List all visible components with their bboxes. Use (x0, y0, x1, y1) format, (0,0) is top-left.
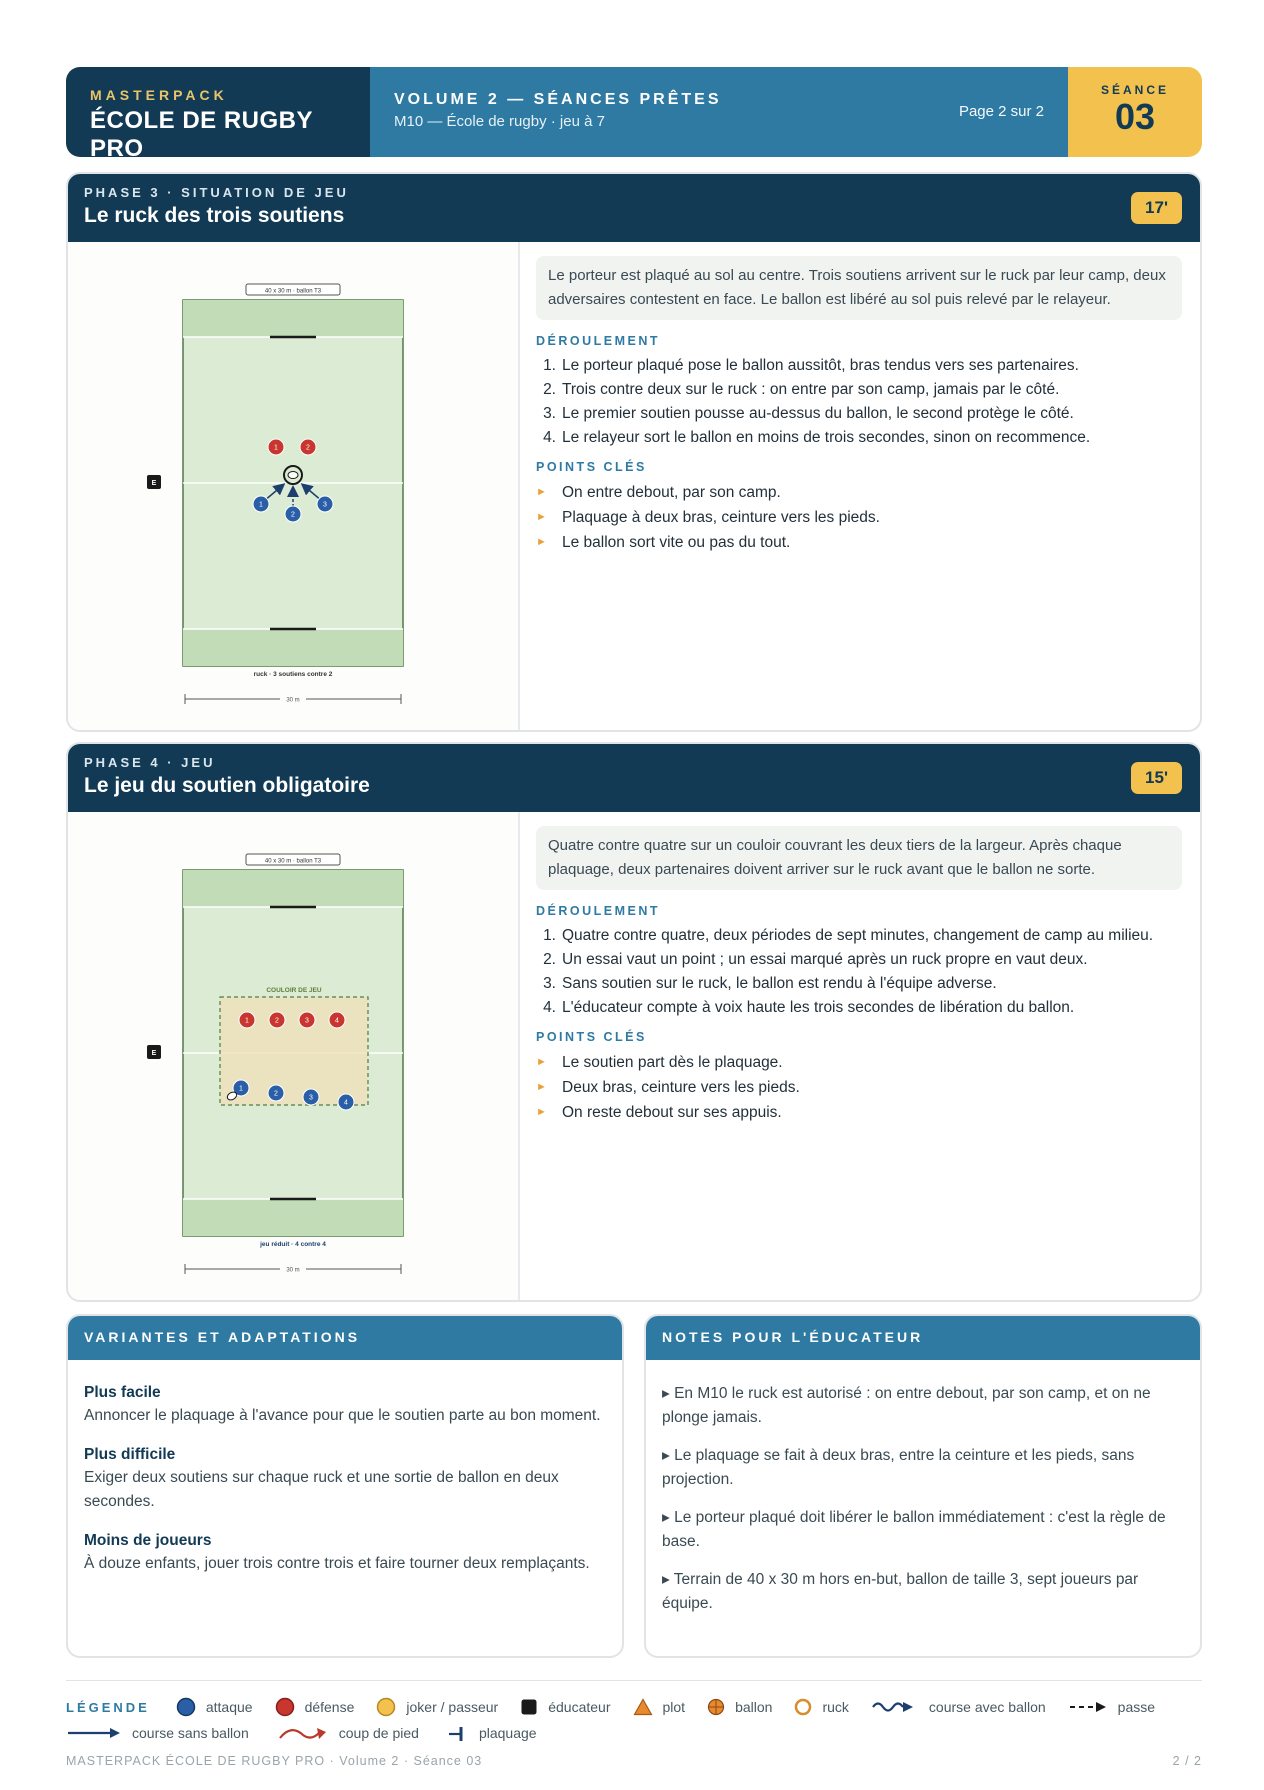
field-diagram (68, 242, 520, 730)
note-item: ▸ Le plaquage se fait à deux bras, entre la ceinture et les pieds, sans projection. (662, 1447, 1135, 1488)
phase-intro: Le porteur est plaqué au sol au centre. Trois soutiens arrivent sur le ruck par leur camp, deux adversaires contestent en face. Le ballon est libéré au sol puis relevé par le relayeur. (536, 256, 1182, 320)
keys-list (536, 480, 1182, 555)
legend-row (66, 1693, 1202, 1721)
phase-content (520, 812, 1200, 1300)
dashed-arrow-icon (1068, 1699, 1108, 1715)
volume-subtitle: M10 — École de rugby · jeu à 7 (394, 113, 605, 130)
field-label: 40 x 30 m · ballon T3 (264, 288, 322, 295)
field-diagram (68, 812, 520, 1300)
phase-title: Le ruck des trois soutiens (84, 204, 345, 227)
field-label: 40 x 30 m · ballon T3 (264, 858, 322, 865)
key-item: ► Le ballon sort vite ou pas du tout. (536, 530, 1182, 555)
seance-number: 03 (1114, 96, 1156, 137)
legend-defense: défense (275, 1697, 355, 1717)
duration-badge: 17' (1131, 192, 1182, 224)
defender-1-number: 1 (245, 1017, 249, 1025)
note-item: ▸ En M10 le ruck est autorisé : on entre debout, par son camp, et on ne plonge jamais. (662, 1385, 1151, 1426)
solid-arrow-icon (66, 1726, 122, 1740)
variant-text: À douze enfants, jouer trois contre trois et faire tourner deux remplaçants. (84, 1555, 590, 1572)
defender-1-number: 1 (274, 444, 278, 452)
legend-attaque: attaque (176, 1697, 253, 1717)
steps-title: DÉROULEMENT (536, 334, 661, 348)
step-item: 3. Sans soutien sur le ruck, le ballon est rendu à l'équipe adverse. (543, 975, 997, 992)
key-item: ► Deux bras, ceinture vers les pieds. (536, 1075, 1182, 1100)
bullet-triangle-icon: ► (536, 1106, 547, 1118)
defender-2-number: 2 (275, 1017, 279, 1025)
bullet-triangle-icon: ► (536, 511, 547, 523)
attack-circle-icon (176, 1697, 196, 1717)
field-svg (68, 242, 520, 730)
brand-kicker: MASTERPACK (90, 87, 228, 103)
ball-icon (707, 1698, 725, 1716)
legend-row (66, 1723, 1202, 1743)
variant-title: Plus facile (84, 1384, 161, 1401)
legend-course-sans: course sans ballon (66, 1725, 249, 1741)
coach-label: E (151, 480, 157, 487)
footer-page: 2 / 2 (1172, 1754, 1202, 1768)
notes-body (646, 1360, 1200, 1628)
variants-title: VARIANTES ET ADAPTATIONS (68, 1316, 622, 1360)
width-label: 30 m (286, 1267, 300, 1274)
attacker-3-number: 3 (323, 501, 327, 509)
note-item: ▸ Le porteur plaqué doit libérer le ballon immédiatement : c'est la règle de base. (662, 1509, 1166, 1550)
attacker-1-number: 1 (259, 501, 263, 509)
defender-2-number: 2 (306, 444, 310, 452)
legend-coup-pied: coup de pied (277, 1725, 419, 1741)
seance-block (1068, 67, 1202, 157)
legend-educateur: éducateur (520, 1698, 610, 1716)
variant-title: Plus difficile (84, 1446, 176, 1463)
diagram-caption: ruck · 3 soutiens contre 2 (253, 671, 333, 678)
tackle-icon (447, 1725, 469, 1741)
attacker-2-number: 2 (274, 1090, 278, 1098)
footer-left: MASTERPACK ÉCOLE DE RUGBY PRO · Volume 2 · Séance 03 (66, 1754, 483, 1768)
width-label: 30 m (286, 697, 300, 704)
key-item: ► Plaquage à deux bras, ceinture vers les pieds. (536, 505, 1182, 530)
kick-arc-icon (277, 1725, 329, 1741)
brand-name: ÉCOLE DE RUGBY PRO (90, 107, 313, 157)
volume-block (370, 67, 1068, 157)
notes-box (644, 1314, 1202, 1658)
field-svg (68, 812, 520, 1300)
bullet-triangle-icon: ► (536, 1056, 547, 1068)
legend-course-ballon: course avec ballon (871, 1699, 1046, 1715)
in-goal-top (183, 870, 403, 907)
legend-title: LÉGENDE (66, 1699, 150, 1715)
phase-intro: Quatre contre quatre sur un couloir couvrant les deux tiers de la largeur. Après chaque plaquage, deux partenaires doivent arriver sur le ruck avant que le ballon ne sorte. (536, 826, 1182, 890)
phase-kicker: PHASE 4 · JEU (84, 755, 216, 770)
defender-4-number: 4 (335, 1017, 339, 1025)
note-item: ▸ Terrain de 40 x 30 m hors en-but, ballon de taille 3, sept joueurs par équipe. (662, 1571, 1139, 1612)
legend-plot: plot (633, 1698, 686, 1716)
page-indicator: Page 2 sur 2 (958, 103, 1044, 120)
steps-list (536, 924, 1182, 1020)
phase-body (68, 812, 1200, 1300)
keys-title: POINTS CLÉS (536, 460, 647, 474)
duration-badge: 15' (1131, 762, 1182, 794)
notes-title: NOTES POUR L'ÉDUCATEUR (646, 1316, 1200, 1360)
phase-title: Le jeu du soutien obligatoire (84, 774, 370, 797)
joker-circle-icon (376, 1697, 396, 1717)
step-item: 1. Quatre contre quatre, deux périodes de sept minutes, changement de camp au milieu. (543, 927, 1154, 944)
variant-text: Annoncer le plaquage à l'avance pour que le soutien parte au bon moment. (84, 1407, 601, 1424)
legend-passe: passe (1068, 1699, 1155, 1715)
legend (66, 1680, 1202, 1743)
coach-square-icon (520, 1698, 538, 1716)
defense-circle-icon (275, 1697, 295, 1717)
phase-content (520, 242, 1200, 730)
variants-box (66, 1314, 624, 1658)
step-item: 4. L'éducateur compte à voix haute les trois secondes de libération du ballon. (543, 999, 1075, 1016)
bullet-triangle-icon: ► (536, 536, 547, 548)
attacker-4-number: 4 (344, 1099, 348, 1107)
variant-title: Moins de joueurs (84, 1532, 212, 1549)
legend-plaquage: plaquage (447, 1725, 537, 1741)
bullet-triangle-icon: ► (536, 486, 547, 498)
zone-label: COULOIR DE JEU (266, 987, 322, 994)
seance-label: SÉANCE (1100, 83, 1169, 97)
phase-header (68, 174, 1200, 242)
attacker-2-number: 2 (291, 511, 295, 519)
phase-kicker: PHASE 3 · SITUATION DE JEU (84, 185, 349, 200)
key-item: ► On entre debout, par son camp. (536, 480, 1182, 505)
in-goal-top (183, 300, 403, 337)
phase-header (68, 744, 1200, 812)
legend-ruck: ruck (794, 1698, 848, 1716)
phase-body (68, 242, 1200, 730)
step-item: 2. Un essai vaut un point ; un essai marqué après un ruck propre en vaut deux. (543, 951, 1088, 968)
phase-card-4 (66, 742, 1202, 1302)
steps-list (536, 354, 1182, 450)
volume-title: VOLUME 2 — SÉANCES PRÊTES (394, 91, 722, 108)
key-item: ► On reste debout sur ses appuis. (536, 1100, 1182, 1125)
key-item: ► Le soutien part dès le plaquage. (536, 1050, 1182, 1075)
steps-title: DÉROULEMENT (536, 904, 661, 918)
in-goal-bottom (183, 629, 403, 666)
attacker-1-number: 1 (239, 1085, 243, 1093)
step-item: 4. Le relayeur sort le ballon en moins de trois secondes, sinon on recommence. (543, 429, 1091, 446)
legend-joker: joker / passeur (376, 1697, 498, 1717)
defender-3-number: 3 (305, 1017, 309, 1025)
phase-card-3 (66, 172, 1202, 732)
ball-icon (288, 472, 298, 479)
page-footer (66, 1754, 1202, 1768)
coach-label: E (151, 1050, 157, 1057)
attacker-3-number: 3 (309, 1094, 313, 1102)
variant-text: Exiger deux soutiens sur chaque ruck et une sortie de ballon en deux secondes. (84, 1469, 559, 1510)
legend-ballon: ballon (707, 1698, 772, 1716)
cone-triangle-icon (633, 1698, 653, 1716)
brand-block (66, 67, 370, 157)
step-item: 3. Le premier soutien pousse au-dessus du ballon, le second protège le côté. (543, 405, 1074, 422)
diagram-caption: jeu réduit · 4 contre 4 (260, 1241, 326, 1248)
in-goal-bottom (183, 1199, 403, 1236)
wavy-arrow-icon (871, 1699, 919, 1715)
variants-body (68, 1360, 622, 1588)
keys-title: POINTS CLÉS (536, 1030, 647, 1044)
ruck-ring-icon (794, 1698, 812, 1716)
bullet-triangle-icon: ► (536, 1081, 547, 1093)
keys-list (536, 1050, 1182, 1125)
step-item: 1. Le porteur plaqué pose le ballon aussitôt, bras tendus vers ses partenaires. (543, 357, 1079, 374)
page-header (66, 67, 1202, 157)
step-item: 2. Trois contre deux sur le ruck : on entre par son camp, jamais par le côté. (543, 381, 1060, 398)
